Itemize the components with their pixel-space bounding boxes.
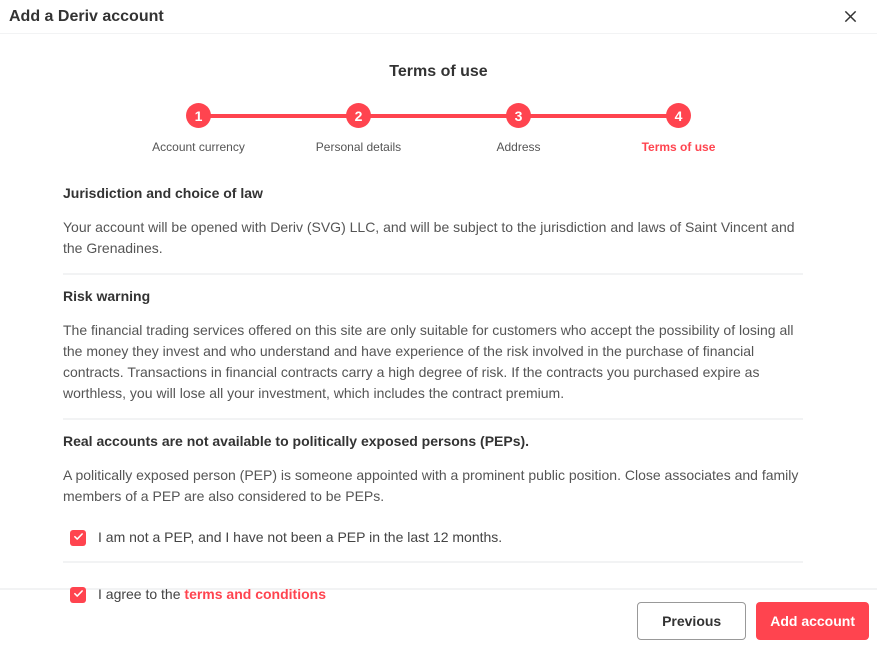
terms-checkbox[interactable] <box>70 587 86 603</box>
terms-and-conditions-link[interactable]: terms and conditions <box>184 586 326 602</box>
stepper-step-address[interactable] <box>439 103 599 154</box>
terms-checkbox-label[interactable] <box>98 584 326 605</box>
check-icon <box>73 529 84 547</box>
step-label: Terms of use <box>641 140 716 154</box>
modal-title: Add a Deriv account <box>9 7 164 25</box>
check-icon <box>73 586 84 604</box>
terms-checkbox-row <box>63 563 803 618</box>
section-heading: Real accounts are not available to politically exposed persons (PEPs). <box>63 433 530 449</box>
modal-header <box>0 0 877 34</box>
add-account-button[interactable]: Add account <box>756 602 869 640</box>
section-risk-warning <box>63 275 803 420</box>
modal-body <box>0 34 877 602</box>
stepper <box>119 103 759 154</box>
step-number-badge: 2 <box>346 103 371 128</box>
pep-checkbox[interactable] <box>70 530 86 546</box>
close-icon <box>843 9 858 24</box>
step-label: Address <box>496 140 541 154</box>
previous-button[interactable]: Previous <box>637 602 746 640</box>
pep-checkbox-row <box>63 507 803 563</box>
step-label: Personal details <box>315 140 402 154</box>
section-heading: Jurisdiction and choice of law <box>63 185 263 201</box>
page-title: Terms of use <box>389 63 488 80</box>
stepper-step-account-currency[interactable] <box>119 103 279 154</box>
step-number-badge: 3 <box>506 103 531 128</box>
section-jurisdiction <box>63 185 803 275</box>
stepper-step-terms-of-use[interactable] <box>599 103 759 154</box>
terms-label-prefix: I agree to the <box>98 586 181 602</box>
close-button[interactable] <box>838 5 862 29</box>
step-label: Account currency <box>152 140 245 154</box>
section-heading: Risk warning <box>63 288 151 304</box>
section-body: The financial trading services offered on this site are only suitable for customers who accept the possibility of losing all the money they invest and who understand and have experience of the risk involved in the purchase of financial contracts. Transactions in financial contracts carry a high degree of risk. If the contracts you purchased expire as worthless, you will lose all your investment, which includes the contract premium. <box>63 322 794 401</box>
step-number-badge: 4 <box>666 103 691 128</box>
pep-checkbox-label[interactable]: I am not a PEP, and I have not been a PEP in the last 12 months. <box>98 529 503 545</box>
section-body: Your account will be opened with Deriv (SVG) LLC, and will be subject to the jurisdiction and laws of Saint Vincent and the Grenadines. <box>63 219 795 256</box>
section-body: A politically exposed person (PEP) is someone appointed with a prominent public position. Close associates and family members of a PEP are also considered to be PEPs. <box>63 467 799 504</box>
section-pep <box>63 420 803 507</box>
terms-content <box>63 185 803 618</box>
step-number-badge: 1 <box>186 103 211 128</box>
stepper-step-personal-details[interactable] <box>279 103 439 154</box>
